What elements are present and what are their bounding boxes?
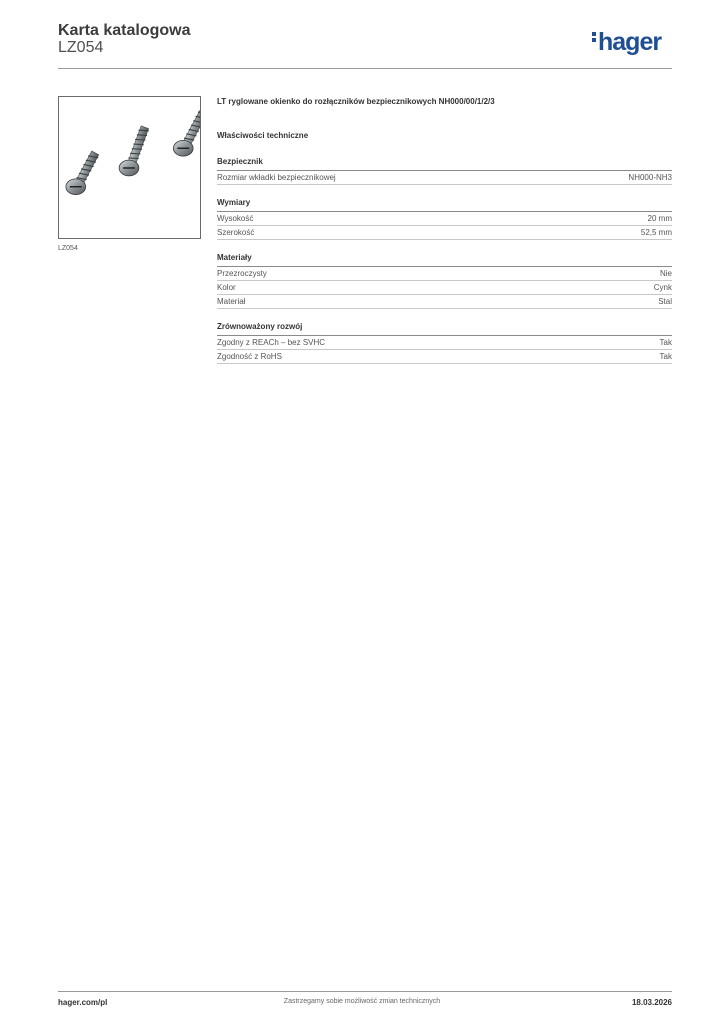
- spec-row: [217, 171, 672, 185]
- spec-row: [217, 336, 672, 350]
- spec-label: Szerokość: [217, 228, 255, 237]
- spec-group-dimensions: [217, 197, 672, 240]
- spec-row: [217, 212, 672, 226]
- header-divider: [58, 68, 672, 69]
- spec-label: Zgodność z RoHS: [217, 352, 282, 361]
- spec-value: Cynk: [653, 283, 672, 292]
- section-title: Właściwości techniczne: [217, 131, 309, 140]
- spec-value: Nie: [659, 269, 672, 278]
- spec-value: Stal: [658, 297, 672, 306]
- hager-logo: [592, 28, 661, 57]
- spec-label: Przezroczysty: [217, 269, 267, 278]
- spec-group-fuse: [217, 156, 672, 185]
- spec-group-title: Zrównoważony rozwój: [217, 321, 672, 336]
- footer-date: 18.03.2026: [631, 998, 672, 1007]
- spec-group-sustainability: [217, 321, 672, 364]
- spec-group-title: Materiały: [217, 252, 672, 267]
- spec-group-title: Bezpiecznik: [217, 156, 672, 171]
- footer-disclaimer: Zastrzegamy sobie możliwość zmian technicznych: [283, 998, 441, 1005]
- spec-label: Zgodny z REACh – bez SVHC: [217, 338, 326, 347]
- product-title: LT ryglowane okienko do rozłączników bezpiecznikowych NH000/00/1/2/3: [217, 97, 495, 106]
- spec-row: [217, 295, 672, 309]
- page-title: Karta katalogowa: [58, 22, 191, 39]
- logo-dots-icon: [592, 32, 597, 44]
- spec-label: Wysokość: [217, 214, 254, 223]
- spec-row: [217, 226, 672, 240]
- spec-value: NH000-NH3: [628, 173, 672, 182]
- spec-row: [217, 281, 672, 295]
- spec-row: [217, 350, 672, 364]
- spec-value: Tak: [659, 338, 672, 347]
- screws-product-photo-icon: [59, 97, 200, 238]
- spec-label: Materiał: [217, 297, 246, 306]
- product-image: [58, 96, 201, 239]
- spec-row: [217, 267, 672, 281]
- spec-value: 20 mm: [647, 214, 672, 223]
- spec-group-materials: [217, 252, 672, 309]
- spec-label: Kolor: [217, 283, 236, 292]
- product-details: [217, 96, 672, 364]
- logo-text: hager: [598, 28, 662, 56]
- spec-group-title: Wymiary: [217, 197, 672, 212]
- product-code: LZ054: [58, 39, 104, 56]
- footer-divider: [58, 991, 672, 992]
- footer-website-link[interactable]: hager.com/pl: [58, 998, 108, 1007]
- spec-value: 52,5 mm: [640, 228, 672, 237]
- spec-value: Tak: [659, 352, 672, 361]
- spec-label: Rozmiar wkładki bezpiecznikowej: [217, 173, 336, 182]
- image-caption: LZ054: [58, 245, 78, 252]
